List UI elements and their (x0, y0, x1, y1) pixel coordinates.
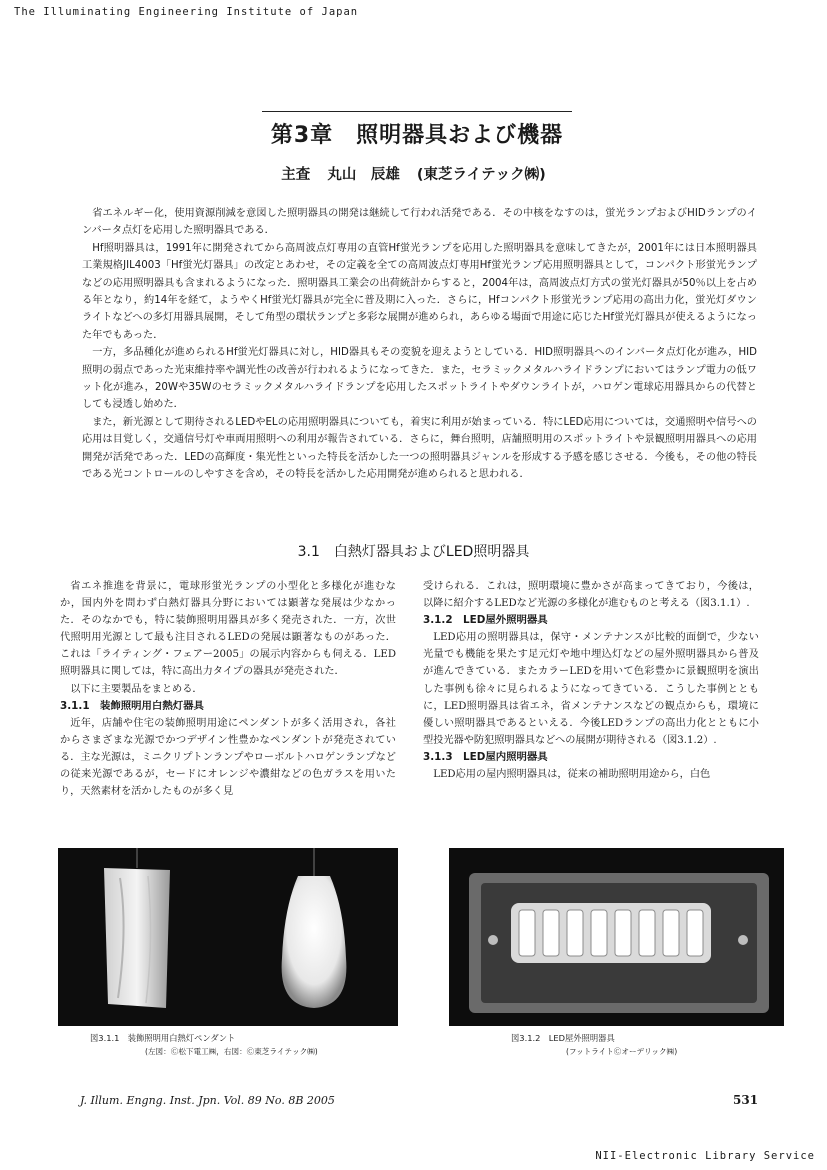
page-number: 531 (733, 1093, 759, 1107)
nii-footer: NII-Electronic Library Service (595, 1150, 815, 1162)
intro-paragraph: また，新光源として期待されるLEDやELの応用照明器具についても，着実に利用が始まっている．特にLED応用については，交通照明や信号への応用は目覚しく，交通信号灯や車両用照明への利用が報告されている．さらに，舞台照明，店舗照明用のスポットライトや景観照明用器具への応用開発が活発であった．LEDの高輝度・集光性といった特長を活かした一つの照明器具ジャンルを形成する予感を感じさせる．今後も，その他の特長である光コントロールのしやすさを含め，その特長を活かした応用開発が進められると思われる． (82, 416, 757, 481)
pendant-illustration (58, 848, 398, 1026)
subsection-heading: 3.1.3 LED屋内照明器具 (423, 750, 548, 763)
intro-paragraph: Hf照明器具は，1991年に開発されてから高周波点灯専用の直管Hf蛍光ランプを応用した照明器具を意味してきたが，2001年には日本照明器具工業規格JIL4003「Hf蛍光灯器具」の改定とあわせ，その定義を全ての高周波点灯専用Hf蛍光ランプ応用照明器具として，コンパクト形蛍光ランプなどの応用照明器具も含まれるようになった．照明器具工業会の出荷統計からすると，2004年は，高周波点灯方式の蛍光灯器具が50％以上を占める年となり，約14年を経て，ようやくHf蛍光灯器具が完全に普及期に入った．さらに，Hfコンパクト形蛍光ランプ応用の高出力化，蛍光灯ダウンライトなどへの多灯用器具展開，そして角型の環状ランプと多彩な展開が進められ，あらゆる場面で用途に応じたHf蛍光灯器具が使えるようになった年でもあった． (82, 242, 757, 341)
body-paragraph: 以下に主要製品をまとめる． (70, 683, 203, 695)
figure-caption (511, 1032, 677, 1057)
intro-paragraph: 省エネルギー化，使用資源削減を意図した照明器具の開発は継続して行われ活発である．その中核をなすのは，蛍光ランプおよびHIDランプのインバータ点灯を応用した照明器具である． (82, 208, 757, 237)
led-fixture-illustration (449, 848, 784, 1026)
body-paragraph: LED応用の照明器具は，保守・メンテナンスが比較的面倒で，少ない光量でも機能を果たす足元灯や地中埋込灯などの屋外照明器具から普及が進んできている．またカラーLEDを用いて色彩豊かに景観照明を演出した事例も徐々に見られるようになってきている．こうした事例とともに，LED照明器具は省エネ，省メンテナンスなどの観点からも，環境に優しい照明器具であるといえる．今後LEDランプの高出力化とともに小型投光器や防犯照明器具などへの展開が期待される（図3.1.2）. (423, 632, 759, 746)
section-title: 3.1 白熱灯器具およびLED照明器具 (297, 544, 530, 560)
pendant-photo (58, 848, 398, 1026)
chair-name: 丸山 辰雄 (327, 167, 400, 183)
body-paragraph: 省エネ推進を背景に，電球形蛍光ランプの小型化と多様化が進むなか，国内外を問わず白熱灯器具分野においては顕著な発展は少なかった．そのなかでも，特に装飾照明用器具が多く発売された．一方，次世代照明用光源として最も注目されるLEDの発展は顕著なものがあった．これは「ライティング・フェアー2005」の展示内容からも伺える．LED照明器具に関しては，特に高出力タイプの器具が発売された． (60, 581, 396, 678)
intro-block (82, 205, 757, 484)
body-paragraph: 受けられる．これは，照明環境に豊かさが高まってきており，今後は，以降に紹介するLEDなど光源の多様化が進むものと考える（図3.1.1）. (423, 581, 759, 610)
body-paragraph: 近年，店舗や住宅の装飾照明用途にペンダントが多く活用され，各社からさまざまな光源でかつデザイン性豊かなペンダントが発売されている．主な光源は，ミニクリプトンランプやローボルトハロゲンランプなどの従来光源であるが，セードにオレンジや濃紺などの色ガラスを用いたり，天然素材を活かしたものが多く見 (60, 717, 396, 798)
figure-credit: (左図：Ⓒ松下電工㈱，右図：Ⓒ東芝ライテック㈱) (145, 1047, 318, 1056)
intro-paragraph: 一方，多品種化が進められるHf蛍光灯器具に対し，HID器具もその変貌を迎えようとしている．HID照明器具へのインバータ点灯化が進み，HID照明の弱点であった光束維持率や調光性の改善が行われるようになってきた．また，セラミックメタルハライドランプにおいてはランプ電力の低ワット化が進み，20Wや35Wのセラミックメタルハライドランプを応用したスポットライトやダウンライトが，ハロゲン電球応用器具からの代替としても浸透し始めた． (82, 347, 757, 411)
figure-caption-title: 図3.1.2 LED屋外照明器具 (511, 1033, 615, 1043)
journal-reference: J. Illum. Engng. Inst. Jpn. Vol. 89 No. 8B 2005 (80, 1094, 335, 1107)
chair-line (0, 163, 827, 184)
running-header: The Illuminating Engineering Institute of Japan (14, 6, 359, 18)
chapter-title: 第3章 照明器具および機器 (262, 111, 572, 149)
body-paragraph: LED応用の屋内照明器具は，従来の補助照明用途から，白色 (433, 769, 711, 781)
subsection-heading: 3.1.2 LED屋外照明器具 (423, 614, 548, 627)
led-fixture-photo (449, 848, 784, 1026)
left-column (60, 578, 396, 800)
figure-caption-title: 図3.1.1 装飾照明用白熱灯ペンダント (90, 1033, 236, 1043)
chair-role: 主査 (281, 167, 311, 183)
subsection-heading: 3.1.1 装飾照明用白熱灯器具 (60, 699, 204, 712)
chair-affiliation: (東芝ライテック㈱) (416, 167, 546, 183)
figure-caption (90, 1032, 318, 1057)
right-column (423, 578, 759, 783)
figure-credit: (フットライトⒸオーデリック㈱) (566, 1047, 678, 1056)
